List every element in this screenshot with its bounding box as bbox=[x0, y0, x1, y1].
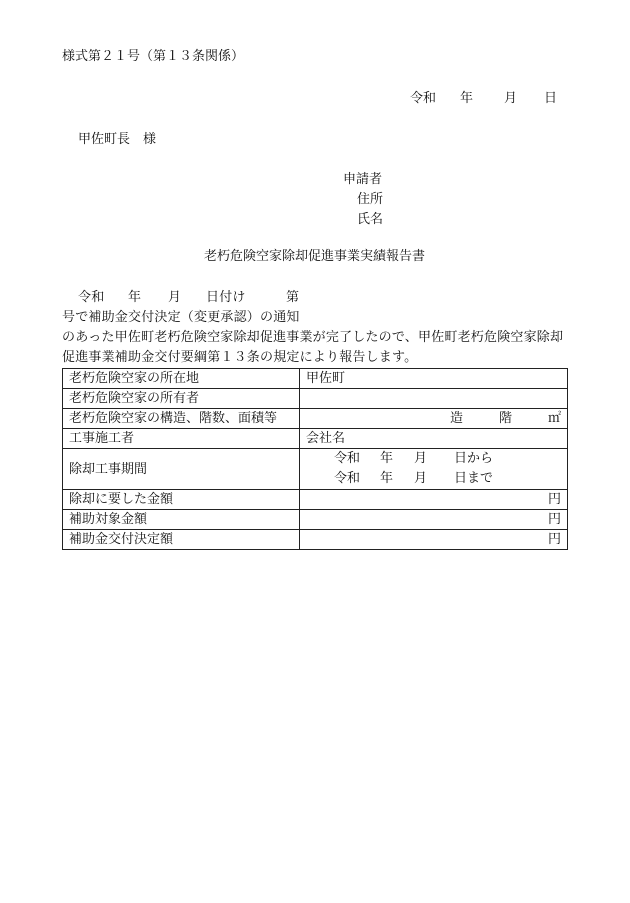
period-from-month: 月 bbox=[414, 451, 428, 466]
structure-zo: 造 bbox=[449, 411, 463, 426]
period-from-era: 令和 bbox=[334, 451, 361, 466]
body-era: 令和 bbox=[78, 290, 105, 305]
period-label: 除却工事期間 bbox=[63, 449, 300, 490]
period-from bbox=[306, 449, 561, 469]
table-row bbox=[63, 389, 568, 409]
name-label: 氏名 bbox=[357, 212, 384, 227]
structure-kai: 階 bbox=[498, 411, 512, 426]
contractor-label: 工事施工者 bbox=[63, 429, 300, 449]
table-row bbox=[63, 369, 568, 389]
body-line1-rest: 号で補助金交付決定（変更承認）の通知 bbox=[62, 310, 300, 325]
table-row bbox=[63, 429, 568, 449]
period-to-year: 年 bbox=[380, 471, 394, 486]
date-day: 日 bbox=[544, 91, 558, 106]
body-line-2: のあった甲佐町老朽危険空家除却促進事業が完了したので、甲佐町老朽危険空家除却 bbox=[62, 330, 564, 345]
cost-value[interactable]: 円 bbox=[300, 490, 568, 510]
document-title: 老朽危険空家除却促進事業実績報告書 bbox=[203, 249, 425, 264]
grant-decision-value[interactable]: 円 bbox=[300, 530, 568, 550]
table-row bbox=[63, 490, 568, 510]
addressee: 甲佐町長 様 bbox=[78, 132, 157, 147]
body-day: 日付け bbox=[206, 290, 246, 305]
body-text bbox=[62, 288, 569, 368]
table-row bbox=[63, 409, 568, 429]
form-number: 様式第２１号（第１３条関係） bbox=[62, 49, 245, 64]
table-row bbox=[63, 530, 568, 550]
date-era: 令和 bbox=[410, 91, 437, 106]
applicant-block bbox=[343, 170, 383, 230]
applicant-label: 申請者 bbox=[343, 172, 383, 187]
date-year: 年 bbox=[460, 91, 474, 106]
body-dai: 第 bbox=[286, 290, 300, 305]
subsidy-target-value[interactable]: 円 bbox=[300, 510, 568, 530]
body-line-1 bbox=[62, 288, 569, 328]
owner-label: 老朽危険空家の所有者 bbox=[63, 389, 300, 409]
body-year: 年 bbox=[128, 290, 142, 305]
period-to-day: 日まで bbox=[454, 471, 494, 486]
structure-unit: ㎡ bbox=[547, 411, 561, 426]
table-row bbox=[63, 510, 568, 530]
report-table bbox=[62, 368, 568, 550]
period-to-month: 月 bbox=[414, 471, 428, 486]
owner-value[interactable] bbox=[300, 389, 568, 409]
location-label: 老朽危険空家の所在地 bbox=[63, 369, 300, 389]
date-month: 月 bbox=[504, 91, 518, 106]
address-label: 住所 bbox=[357, 192, 384, 207]
body-line-3: 促進事業補助金交付要綱第１３条の規定により報告します。 bbox=[62, 350, 418, 365]
period-value[interactable] bbox=[300, 449, 568, 490]
location-value[interactable]: 甲佐町 bbox=[300, 369, 568, 389]
period-from-year: 年 bbox=[380, 451, 394, 466]
cost-label: 除却に要した金額 bbox=[63, 490, 300, 510]
table-row bbox=[63, 449, 568, 490]
structure-value[interactable] bbox=[300, 409, 568, 429]
grant-decision-label: 補助金交付決定額 bbox=[63, 530, 300, 550]
structure-label: 老朽危険空家の構造、階数、面積等 bbox=[63, 409, 300, 429]
period-to bbox=[306, 469, 561, 489]
period-to-era: 令和 bbox=[334, 471, 361, 486]
date-line bbox=[410, 91, 557, 107]
subsidy-target-label: 補助対象金額 bbox=[63, 510, 300, 530]
contractor-value[interactable]: 会社名 bbox=[300, 429, 568, 449]
period-from-day: 日から bbox=[454, 451, 494, 466]
body-month: 月 bbox=[168, 290, 182, 305]
